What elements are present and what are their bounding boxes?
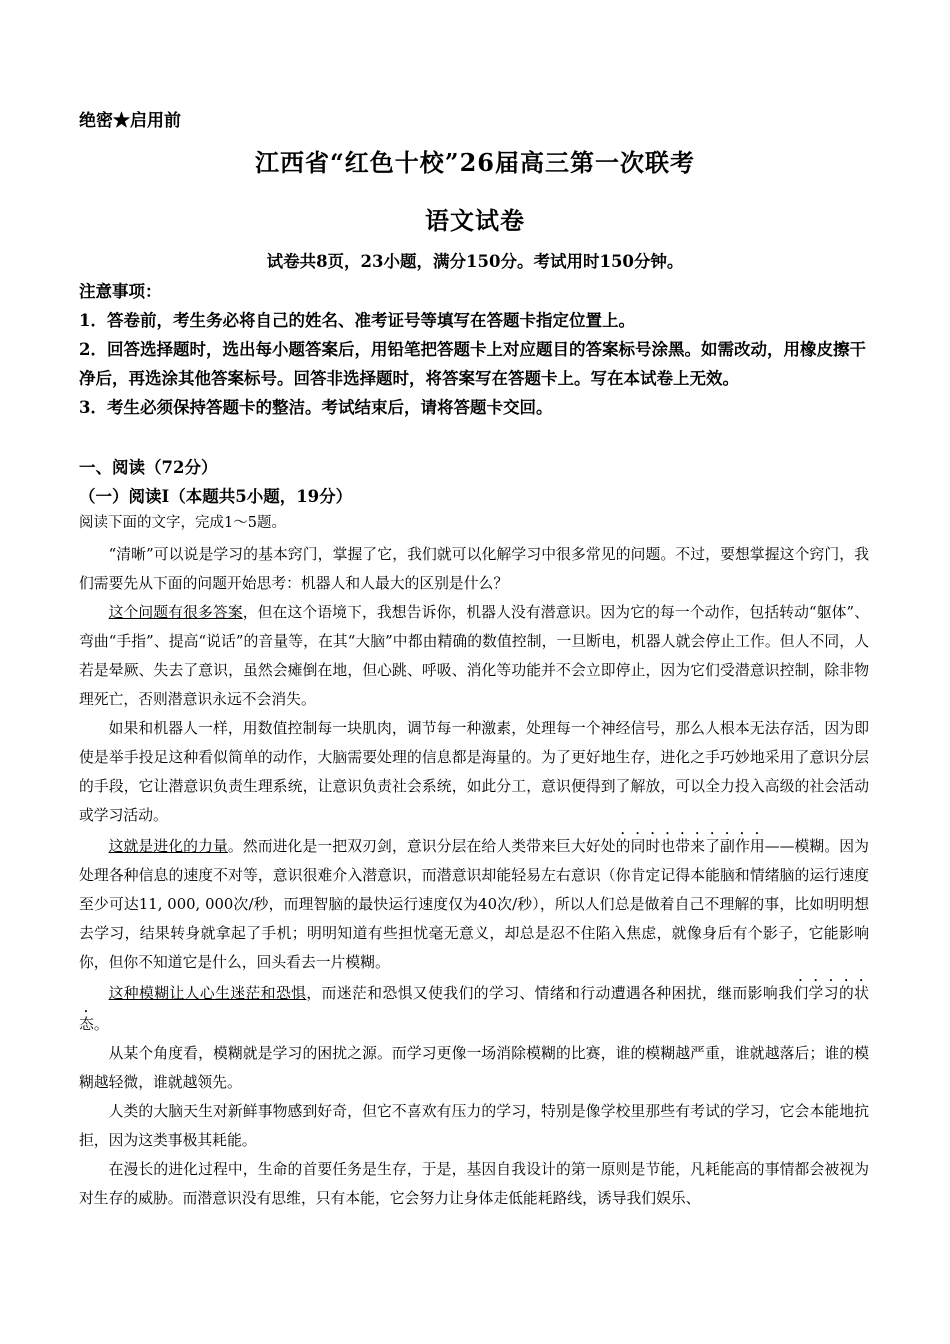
notice-block [79,277,879,422]
paragraph-text: ，但在这个语境下，我想告诉你，机器人没有潜意识。因为它的每一个动作，包括转动“躯体”、弯曲“手指”、提高“说话”的音量等，在其“大脑”中都由精确的数值控制，一旦断电，机器人就会停止工作。但人不同，人若是晕厥、失去了意识，虽然会瘫倒在地，但心跳、呼吸、消化等功能并不会立即停止，因为它们受潜意识控制，除非物理死亡，否则潜意识永远不会消失。 [79,604,869,708]
paragraph [79,598,869,714]
confidential-label: 绝密★启用前 [79,111,181,131]
paragraph-text: 。然而进化是一把双刃剑，意识分层在给人类带来巨大好处 [227,838,616,855]
underlined-phrase: 这个问题有很多答案 [108,604,243,621]
underlined-phrase: 这就是进化的力量 [108,838,228,855]
reading-instruction: 阅读下面的文字，完成1～5题。 [79,515,286,531]
section-subtitle: （一）阅读Ⅰ（本题共5小题，19分） [79,487,353,506]
subject-title: 语文试卷 [425,206,525,235]
paragraph-text: ，而迷茫和恐惧又使我们的学习、情绪和行动遭遇各种困扰，继而影响我 [306,985,794,1002]
exam-meta: 试卷共8页，23小题，满分150分。考试用时150分钟。 [266,252,684,271]
section-title: 一、阅读（72分） [79,458,218,477]
paragraph: 从某个角度看，模糊就是学习的困扰之源。而学习更像一场消除模糊的比赛，谁的模糊越严重，谁就越落后；谁的模糊越轻微，谁就越领先。 [79,1045,869,1091]
paragraph-text: 。 [93,1016,109,1033]
reading-passage [79,540,869,1213]
paragraph-text: ——模糊。因为处理各种信息的速度不对等，意识很难介入潜意识，而潜意识却能轻易左右意识（你肯定记得本能脑和情绪脑的运行速度至少可达11, 000, 000次/秒，而理智脑的最快运行速度仅为40次/秒），所以人们总是做着自己不理解的事，比如明明想去学习，结果转身就拿起了手机；明明知道有些担忧毫无意义，却总是忍不住陷入焦虑，就像身后有个影子，它能影响你，但你不知道它是什么，回头看去一片模糊。 [79,838,869,971]
emphasized-phrase: 们学习的状态 [79,985,869,1033]
paragraph: “清晰”可以说是学习的基本窍门，掌握了它，我们就可以化解学习中很多常见的问题。不过，要想掌握这个窍门，我们需要先从下面的问题开始思考：机器人和人最大的区别是什么？ [79,546,869,592]
notice-heading: 注意事项： [79,282,162,301]
underlined-phrase: 这种模糊让人心生迷茫和恐惧 [108,985,307,1002]
paragraph: 如果和机器人一样，用数值控制每一块肌肉，调节每一种激素，处理每一个神经信号，那么人根本无法存活，因为即使是举手投足这种看似简单的动作，大脑需要处理的信息都是海量的。为了更好地生存，进化之手巧妙地采用了意识分层的手段，它让潜意识负责生理系统，让意识负责社会系统，如此分工，意识便得到了解放，可以全力投入高级的社会活动或学习活动。 [79,720,869,824]
notice-item: 3．考生必须保持答题卡的整洁。考试结束后，请将答题卡交回。 [79,398,553,417]
notice-item: 1．答卷前，考生务必将自己的姓名、准考证号等填写在答题卡指定位置上。 [79,311,635,330]
emphasized-phrase: 的同时也带来了副作用 [615,838,765,855]
notice-item: 2．回答选择题时，选出每小题答案后，用铅笔把答题卡上对应题目的答案标号涂黑。如需改动，用橡皮擦干净后，再选涂其他答案标号。回答非选择题时，将答案写在答题卡上。写在本试卷上无效。 [79,340,866,388]
exam-title: 江西省“红色十校”26届高三第一次联考 [254,148,695,177]
paragraph [79,830,869,977]
paragraph: 人类的大脑天生对新鲜事物感到好奇，但它不喜欢有压力的学习，特别是像学校里那些有考试的学习，它会本能地抗拒，因为这类事极其耗能。 [79,1103,869,1149]
paragraph [79,977,869,1039]
paragraph: 在漫长的进化过程中，生命的首要任务是生存，于是，基因自我设计的第一原则是节能，凡耗能高的事情都会被视为对生存的威胁。而潜意识没有思维，只有本能，它会努力让身体走低能耗路线，诱导我们娱乐、 [79,1161,869,1207]
